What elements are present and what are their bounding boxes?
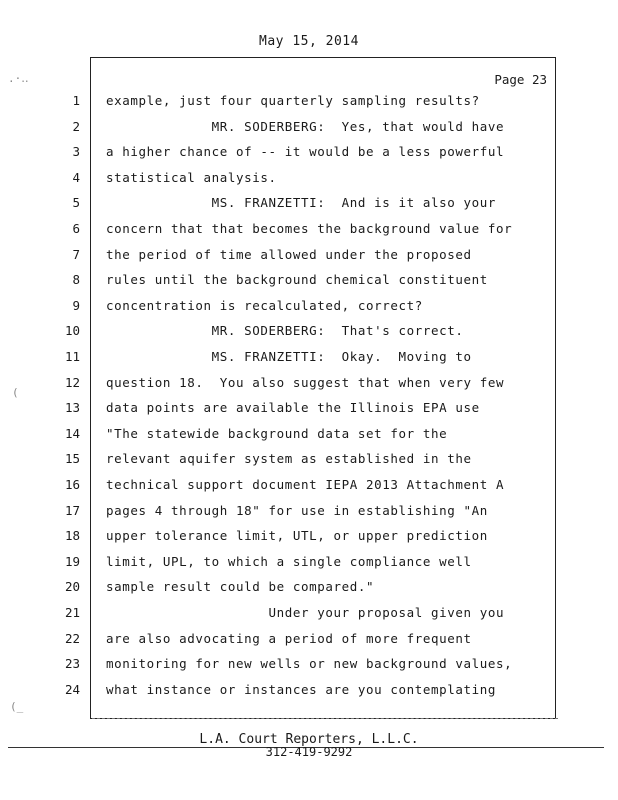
line-text: example, just four quarterly sampling results?: [106, 93, 480, 108]
line-text: the period of time allowed under the proposed: [106, 247, 472, 262]
footer-phone: 312-419-9292: [265, 745, 353, 759]
line-text: what instance or instances are you contemplating: [106, 682, 497, 697]
line-number: 14: [64, 426, 80, 441]
line-number: 6: [72, 221, 80, 236]
line-text: MS. FRANZETTI: And is it also your: [106, 195, 497, 210]
line-number: 23: [64, 656, 80, 671]
line-number: 15: [64, 451, 80, 466]
line-number: 17: [64, 503, 80, 518]
line-text: concentration is recalculated, correct?: [106, 298, 423, 313]
line-number: 7: [72, 247, 80, 262]
line-text: are also advocating a period of more frequent: [106, 631, 472, 646]
line-number: 19: [64, 554, 80, 569]
line-number: 1: [72, 93, 80, 108]
line-text: technical support document IEPA 2013 Attachment A: [106, 477, 505, 492]
page-number: Page 23: [494, 72, 547, 87]
scan-mark: (: [12, 386, 19, 399]
line-number: 9: [72, 298, 80, 313]
line-number: 13: [64, 400, 80, 415]
scan-mark: (_: [10, 700, 24, 713]
line-text: statistical analysis.: [106, 170, 277, 185]
line-text: limit, UPL, to which a single compliance well: [106, 554, 472, 569]
line-number: 16: [64, 477, 80, 492]
line-number: 20: [64, 579, 80, 594]
line-text: relevant aquifer system as established in the: [106, 451, 472, 466]
line-number: 3: [72, 144, 80, 159]
line-number: 24: [64, 682, 80, 697]
line-text: concern that that becomes the background value for: [106, 221, 513, 236]
line-number: 10: [64, 323, 80, 338]
line-number: 2: [72, 119, 80, 134]
line-text: MR. SODERBERG: That's correct.: [106, 323, 464, 338]
line-number: 18: [64, 528, 80, 543]
line-number: 4: [72, 170, 80, 185]
line-text: MR. SODERBERG: Yes, that would have: [106, 119, 505, 134]
line-text: a higher chance of -- it would be a less powerful: [106, 144, 505, 159]
line-number: 12: [64, 375, 80, 390]
line-text: Under your proposal given you: [106, 605, 505, 620]
line-number: 5: [72, 195, 80, 210]
line-number: 21: [64, 605, 80, 620]
line-text: MS. FRANZETTI: Okay. Moving to: [106, 349, 472, 364]
line-text: upper tolerance limit, UTL, or upper prediction: [106, 528, 488, 543]
line-text: rules until the background chemical constituent: [106, 272, 488, 287]
line-number: 11: [64, 349, 80, 364]
line-text: data points are available the Illinois EPA use: [106, 400, 480, 415]
line-text: pages 4 through 18" for use in establishing "An: [106, 503, 488, 518]
transcript-date: May 15, 2014: [259, 34, 359, 49]
line-text: monitoring for new wells or new background values,: [106, 656, 513, 671]
line-text: sample result could be compared.": [106, 579, 375, 594]
scan-mark: .·‥: [8, 72, 29, 85]
line-number: 22: [64, 631, 80, 646]
frame-shadow: [92, 715, 558, 719]
footer-company: L.A. Court Reporters, L.L.C.: [199, 732, 419, 747]
line-text: question 18. You also suggest that when very few: [106, 375, 505, 390]
line-text: "The statewide background data set for the: [106, 426, 448, 441]
line-number: 8: [72, 272, 80, 287]
